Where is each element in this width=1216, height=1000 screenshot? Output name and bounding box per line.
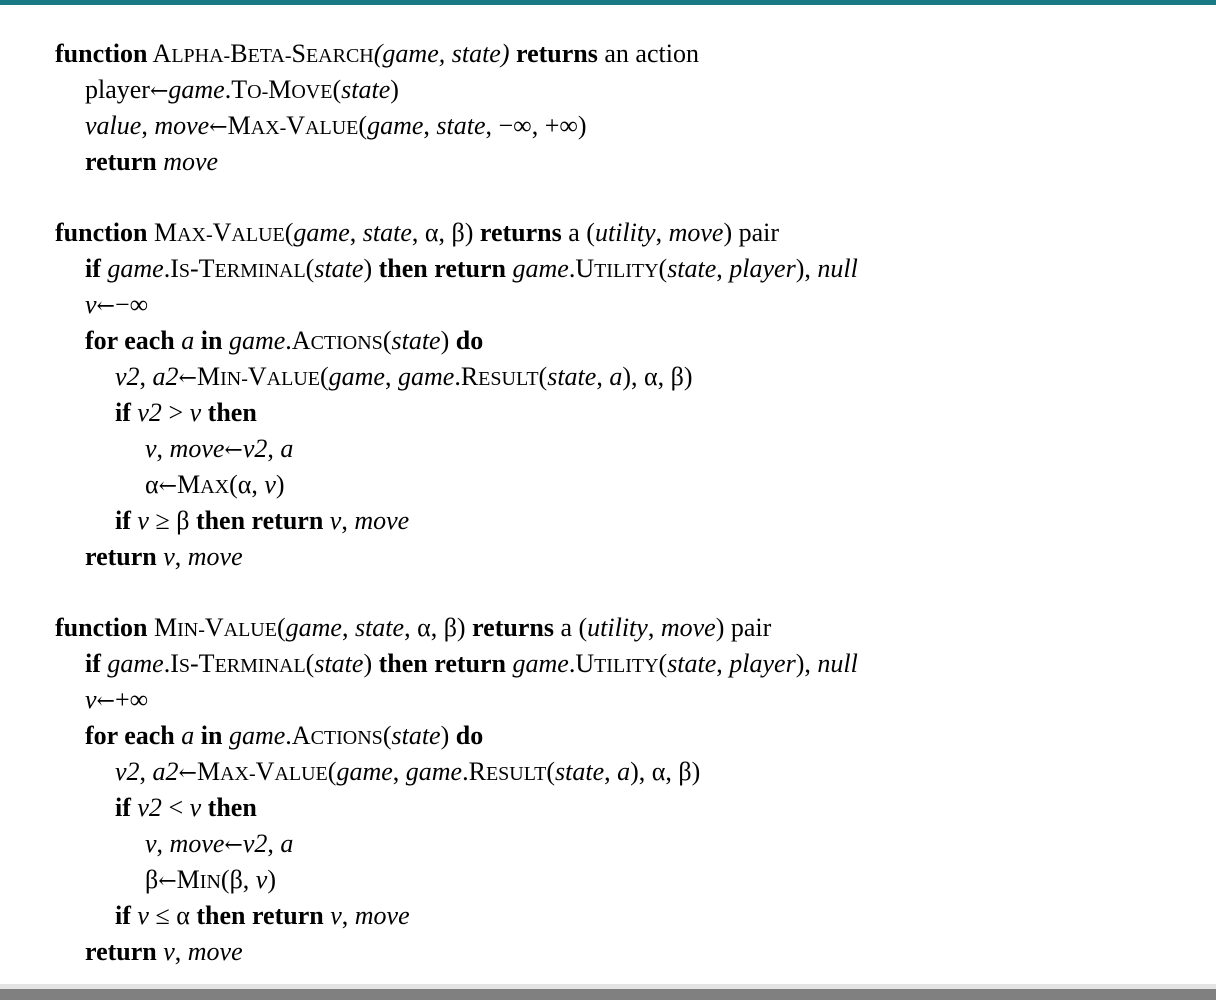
code-line: if v ≤ α then return v, move: [115, 901, 410, 930]
bottom-rule-inner: [0, 989, 1216, 1000]
code-line: v2, a2←MIN-VALUE(game, game.RESULT(state, a), α, β): [115, 362, 693, 391]
code-line: for each a in game.ACTIONS(state) do: [85, 326, 484, 355]
return-desc: an action: [604, 39, 699, 68]
top-rule: [0, 0, 1216, 5]
code-line: return v, move: [85, 542, 243, 571]
code-line: for each a in game.ACTIONS(state) do: [85, 721, 484, 750]
function-name: MIN-VALUE: [153, 613, 277, 642]
code-line: [55, 38, 699, 70]
code-line: v, move←v2, a: [145, 829, 294, 858]
code-line: β←MIN(β, v): [145, 865, 277, 894]
code-line: v←−∞: [85, 290, 149, 319]
code-line: function MIN-VALUE(game, state, α, β) returns a (utility, move) pair: [55, 613, 772, 642]
args: (game, state): [373, 39, 510, 68]
function-name: MAX-VALUE: [153, 218, 285, 247]
code-line: v, move←v2, a: [145, 434, 294, 463]
code-line: if v ≥ β then return v, move: [115, 506, 410, 535]
code-line: function MAX-VALUE(game, state, α, β) returns a (utility, move) pair: [55, 218, 780, 247]
code-line: v2, a2←MAX-VALUE(game, game.RESULT(state, a), α, β): [115, 757, 701, 786]
keyword: function: [55, 39, 148, 68]
code-line: return move: [85, 147, 219, 176]
code-line: v←+∞: [85, 685, 149, 714]
code-line: value, move←MAX-VALUE(game, state, −∞, +∞): [85, 111, 587, 140]
code-line: if v2 > v then: [115, 398, 257, 427]
code-line: player←game.TO-MOVE(state): [85, 75, 399, 104]
function-name: ALPHA-BETA-SEARCH: [152, 39, 374, 68]
code-line: if game.IS-TERMINAL(state) then return game.UTILITY(state, player), null: [85, 254, 858, 283]
code-line: if game.IS-TERMINAL(state) then return game.UTILITY(state, player), null: [85, 649, 858, 678]
code-line: return v, move: [85, 937, 243, 966]
keyword: returns: [516, 39, 598, 68]
code-line: if v2 < v then: [115, 793, 257, 822]
code-line: α←MAX(α, v): [145, 470, 285, 499]
